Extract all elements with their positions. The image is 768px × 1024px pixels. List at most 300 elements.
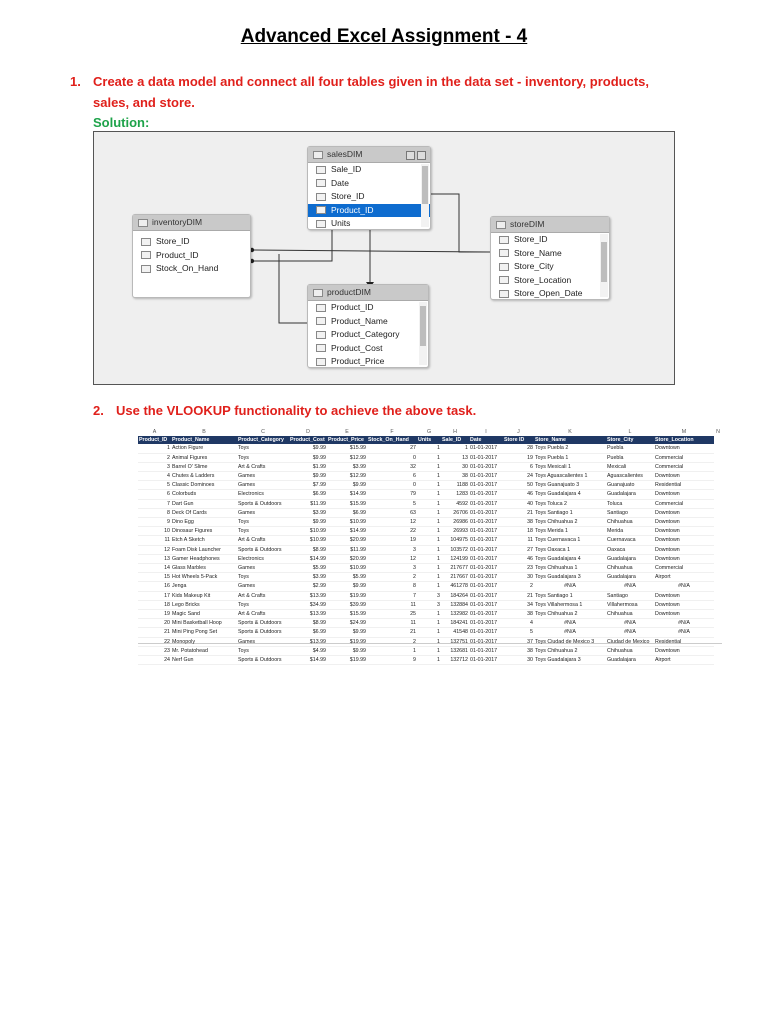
column-icon (316, 166, 326, 174)
table-icon (313, 151, 323, 159)
table-cell: Santiago (606, 591, 654, 600)
field-name: Product_ID (156, 249, 199, 260)
field-row[interactable] (133, 262, 250, 276)
field-name: Product_ID (331, 302, 374, 312)
field-row[interactable] (491, 260, 609, 274)
field-row[interactable] (308, 301, 428, 315)
table-cell: 01-01-2017 (469, 536, 503, 545)
table-header[interactable] (133, 215, 250, 231)
table-cell: 01-01-2017 (469, 656, 503, 665)
table-cell: 1 (417, 508, 441, 517)
column-header: Store_City (606, 436, 654, 444)
column-header: Store ID (503, 436, 534, 444)
table-cell: Monopoly (171, 637, 237, 646)
table-cell: $9.99 (327, 582, 367, 591)
table-cell: $12.99 (327, 453, 367, 462)
field-row[interactable] (491, 287, 609, 301)
table-cell: Puebla (606, 444, 654, 453)
table-row (138, 656, 722, 665)
table-cell: 1 (417, 490, 441, 499)
table-cell: 19 (367, 536, 417, 545)
table-cell: 132884 (441, 600, 469, 609)
table-cell: Santiago (606, 508, 654, 517)
table-cell: Mini Ping Pong Set (171, 628, 237, 637)
table-cell: 46 (503, 554, 534, 563)
table-cell: 19 (138, 610, 171, 619)
field-name: Sale_ID (331, 164, 362, 174)
table-cell: 1 (417, 582, 441, 591)
table-cell: 0 (367, 453, 417, 462)
table-cell: Sports & Outdoors (237, 545, 289, 554)
table-cell: Toys (237, 600, 289, 609)
table-cell: Art & Crafts (237, 610, 289, 619)
table-cell: Downtown (654, 545, 714, 554)
field-name: Product_Category (331, 329, 400, 339)
field-name: Product_Name (331, 315, 388, 326)
table-icon (313, 289, 323, 297)
table-cell: Toys Aguascalientes 1 (534, 472, 606, 481)
column-header: Sale_ID (441, 436, 469, 444)
column-icon (499, 263, 509, 271)
table-cell: Games (237, 582, 289, 591)
table-cell: Deck Of Cards (171, 508, 237, 517)
field-row[interactable] (308, 177, 430, 191)
table-cell: 5 (503, 628, 534, 637)
solution-label: Solution: (93, 115, 150, 130)
page-title: Advanced Excel Assignment - 4 (240, 26, 528, 47)
field-row-selected[interactable] (308, 204, 430, 218)
table-cell: $13.99 (289, 637, 327, 646)
table-cell: $3.99 (289, 573, 327, 582)
table-cell: Toys Santiago 1 (534, 508, 606, 517)
field-name: Product_Price (331, 356, 385, 366)
column-icon (141, 265, 151, 273)
table-cell: 22 (138, 637, 171, 646)
column-letter: B (202, 429, 206, 435)
table-cell: Guadalajara (606, 490, 654, 499)
table-cell: Toys Chihuahua 2 (534, 518, 606, 527)
table-cell: Dinosaur Figures (171, 527, 237, 536)
table-cell: Toys Oaxaca 1 (534, 545, 606, 554)
table-cell: Downtown (654, 472, 714, 481)
table-cell: 21 (503, 508, 534, 517)
table-cell: 1 (417, 481, 441, 490)
table-cell: $6.99 (289, 628, 327, 637)
table-cell: #N/A (534, 582, 606, 591)
table-cell: 01-01-2017 (469, 582, 503, 591)
table-cell: Chihuahua (606, 564, 654, 573)
table-cell: #N/A (654, 619, 714, 628)
table-header[interactable] (308, 285, 428, 301)
table-cell: $2.99 (289, 582, 327, 591)
table-cell: Etch A Sketch (171, 536, 237, 545)
table-cell: 01-01-2017 (469, 453, 503, 462)
table-cell: $8.99 (289, 619, 327, 628)
table-row (138, 573, 722, 582)
table-cell: Electronics (237, 490, 289, 499)
table-cell: Art & Crafts (237, 462, 289, 471)
table-cell: 01-01-2017 (469, 554, 503, 563)
spreadsheet-screenshot (138, 428, 722, 664)
table-cell: 23 (503, 564, 534, 573)
minimize-icon[interactable] (417, 151, 426, 160)
table-cell: $6.99 (327, 508, 367, 517)
table-row (138, 554, 722, 563)
table-cell: 19 (503, 453, 534, 462)
table-row (138, 637, 722, 646)
table-name: storeDIM (510, 219, 545, 229)
table-cell: $1.99 (289, 462, 327, 471)
question-1-number: 1. (70, 74, 81, 89)
table-cell: 21 (503, 591, 534, 600)
table-cell: 1 (417, 527, 441, 536)
table-cell: Toys Ciudad de Mexico 3 (534, 637, 606, 646)
column-icon (316, 317, 326, 325)
table-cell: Toys Guadalajara 4 (534, 490, 606, 499)
table-row (138, 545, 722, 554)
field-row[interactable] (491, 233, 609, 247)
table-cell: 27 (503, 545, 534, 554)
table-cell: Dino Egg (171, 518, 237, 527)
table-cell: Toys (237, 518, 289, 527)
table-cell: $7.99 (289, 481, 327, 490)
table-row (138, 472, 722, 481)
column-letter: C (261, 429, 265, 435)
field-row[interactable] (491, 247, 609, 261)
table-cell: Toys Mexicali 1 (534, 462, 606, 471)
table-cell: 11 (138, 536, 171, 545)
table-cell: Airport (654, 573, 714, 582)
table-cell: Commercial (654, 499, 714, 508)
column-letter: H (453, 429, 457, 435)
table-cell: Jenga (171, 582, 237, 591)
table-header[interactable] (491, 217, 609, 233)
table-cell: Toys (237, 444, 289, 453)
table-cell: $9.99 (289, 444, 327, 453)
table-cell: 01-01-2017 (469, 499, 503, 508)
table-cell: 79 (367, 490, 417, 499)
table-row (138, 490, 722, 499)
table-cell: 26986 (441, 518, 469, 527)
table-cell: 11 (367, 619, 417, 628)
column-icon (316, 206, 326, 214)
field-row[interactable] (308, 163, 430, 177)
field-name: Units (331, 218, 351, 228)
header-buttons (404, 150, 426, 165)
table-scrollbar[interactable] (419, 302, 427, 365)
table-cell: $19.99 (327, 637, 367, 646)
table-cell: 11 (503, 536, 534, 545)
table-cell: Downtown (654, 646, 714, 655)
table-cell: Guadalajara (606, 573, 654, 582)
table-cell: 38 (503, 610, 534, 619)
table-cell: 184264 (441, 591, 469, 600)
table-row (138, 600, 722, 609)
column-icon (499, 236, 509, 244)
table-cell: $13.99 (289, 610, 327, 619)
table-cell: 30 (503, 573, 534, 582)
column-icon (316, 220, 326, 228)
table-cell: 01-01-2017 (469, 490, 503, 499)
table-cell: 3 (417, 591, 441, 600)
column-icon (316, 179, 326, 187)
table-cell: $3.99 (327, 462, 367, 471)
table-cell: 1 (417, 619, 441, 628)
table-cell: $34.99 (289, 600, 327, 609)
table-cell: 01-01-2017 (469, 508, 503, 517)
table-cell: Chihuahua (606, 518, 654, 527)
table-cell: Foam Disk Launcher (171, 545, 237, 554)
table-cell: $20.99 (327, 554, 367, 563)
column-header: Product_Price (327, 436, 367, 444)
question-1-line-2: sales, and store. (93, 95, 195, 110)
data-model-diagram (93, 131, 675, 385)
table-scrollbar[interactable] (600, 234, 608, 297)
table-scrollbar[interactable] (421, 164, 429, 227)
table-cell: Electronics (237, 554, 289, 563)
table-cell: 01-01-2017 (469, 628, 503, 637)
table-cell: Toys (237, 527, 289, 536)
table-cell: Toys (237, 646, 289, 655)
table-name: inventoryDIM (152, 217, 203, 227)
maximize-icon[interactable] (406, 151, 415, 160)
table-row (138, 508, 722, 517)
column-header: Product_ID (138, 436, 171, 444)
table-row (138, 591, 722, 600)
table-cell: Commercial (654, 564, 714, 573)
field-name: Date (331, 177, 349, 188)
table-cell: Games (237, 637, 289, 646)
table-row (138, 453, 722, 462)
field-row[interactable] (308, 217, 430, 231)
table-cell: Downtown (654, 536, 714, 545)
table-cell: Toluca (606, 499, 654, 508)
table-cell: $9.99 (327, 481, 367, 490)
table-cell: 1188 (441, 481, 469, 490)
table-cell: Sports & Outdoors (237, 656, 289, 665)
table-cell: 24 (138, 656, 171, 665)
scroll-thumb[interactable] (422, 166, 428, 204)
field-row[interactable] (308, 315, 428, 329)
field-row[interactable] (133, 249, 250, 263)
table-cell: 30 (503, 656, 534, 665)
table-cell: 217667 (441, 573, 469, 582)
table-cell: 9 (138, 518, 171, 527)
table-cell: 50 (503, 481, 534, 490)
table-row (138, 646, 722, 655)
table-cell: 01-01-2017 (469, 600, 503, 609)
table-cell: 1 (417, 637, 441, 646)
table-cell: Downtown (654, 600, 714, 609)
table-cell: $10.99 (327, 564, 367, 573)
table-cell: 01-01-2017 (469, 527, 503, 536)
field-row[interactable] (308, 190, 430, 204)
scroll-thumb[interactable] (601, 242, 607, 282)
table-salesdim[interactable] (307, 146, 431, 230)
table-cell: Guadalajara (606, 554, 654, 563)
table-cell: 1 (417, 610, 441, 619)
table-cell: $13.99 (289, 591, 327, 600)
table-storedim[interactable] (490, 216, 610, 300)
table-cell: $9.99 (327, 646, 367, 655)
table-cell: 1 (417, 564, 441, 573)
table-cell: 46 (503, 490, 534, 499)
table-cell: 10 (138, 527, 171, 536)
table-cell: 3 (367, 545, 417, 554)
table-cell: Commercial (654, 453, 714, 462)
table-cell: $11.99 (289, 499, 327, 508)
table-cell: $10.99 (327, 518, 367, 527)
table-cell: 1 (138, 444, 171, 453)
table-inventorydim[interactable] (132, 214, 251, 298)
column-header: Store_Location (654, 436, 714, 444)
field-row[interactable] (491, 274, 609, 288)
table-cell: 18 (503, 527, 534, 536)
table-cell: $15.99 (327, 499, 367, 508)
field-row[interactable] (308, 355, 428, 369)
table-cell: 01-01-2017 (469, 619, 503, 628)
column-icon (141, 238, 151, 246)
table-cell: Residential (654, 481, 714, 490)
table-cell: 3 (417, 600, 441, 609)
table-cell: Toys Guanajuato 3 (534, 481, 606, 490)
table-cell: Downtown (654, 444, 714, 453)
field-row[interactable] (308, 342, 428, 356)
table-cell: 1 (417, 628, 441, 637)
table-cell: 01-01-2017 (469, 462, 503, 471)
table-cell: Games (237, 564, 289, 573)
scroll-thumb[interactable] (420, 306, 426, 346)
column-letter: M (681, 429, 687, 435)
table-cell: Dart Gun (171, 499, 237, 508)
table-cell: 1 (417, 545, 441, 554)
table-cell: 132982 (441, 610, 469, 619)
table-cell: Mr. Potatohead (171, 646, 237, 655)
field-name: Store_City (514, 261, 554, 271)
field-name: Store_ID (514, 234, 548, 244)
table-cell: Toys Chihuahua 2 (534, 646, 606, 655)
table-cell: Toys Puebla 1 (534, 453, 606, 462)
table-cell: Games (237, 508, 289, 517)
table-cell: 2 (503, 582, 534, 591)
table-cell: #N/A (606, 619, 654, 628)
table-cell: Toys Chihuahua 1 (534, 564, 606, 573)
column-header: Units (417, 436, 441, 444)
table-cell: Toys Guadalajara 4 (534, 554, 606, 563)
table-cell: $19.99 (327, 591, 367, 600)
header-row (138, 436, 722, 444)
table-cell: Animal Figures (171, 453, 237, 462)
table-cell: Toys Chihuahua 2 (534, 610, 606, 619)
table-cell: Mini Basketball Hoop (171, 619, 237, 628)
table-cell: 132751 (441, 637, 469, 646)
table-cell: Hot Wheels 5-Pack (171, 573, 237, 582)
question-1 (70, 71, 710, 115)
table-cell: Chutes & Ladders (171, 472, 237, 481)
table-cell: Toys Santiago 1 (534, 591, 606, 600)
table-cell: 217677 (441, 564, 469, 573)
table-cell: #N/A (534, 628, 606, 637)
table-cell: 1 (417, 536, 441, 545)
table-row (138, 564, 722, 573)
table-cell: 3 (138, 462, 171, 471)
field-row[interactable] (308, 328, 428, 342)
table-cell: 14 (138, 564, 171, 573)
table-cell: 26706 (441, 508, 469, 517)
table-cell: 34 (503, 600, 534, 609)
table-cell: 01-01-2017 (469, 646, 503, 655)
table-cell: Kids Makeup Kit (171, 591, 237, 600)
field-name: Store_Open_Date (514, 288, 583, 298)
table-icon (496, 221, 506, 229)
table-cell: 103572 (441, 545, 469, 554)
table-cell: Downtown (654, 490, 714, 499)
table-cell: 17 (138, 591, 171, 600)
table-cell: 1 (417, 573, 441, 582)
table-cell: $11.99 (327, 545, 367, 554)
table-cell: 12 (367, 518, 417, 527)
table-cell: 32 (367, 462, 417, 471)
table-cell: 01-01-2017 (469, 637, 503, 646)
table-cell: $5.99 (289, 564, 327, 573)
table-cell: $12.99 (327, 472, 367, 481)
table-cell: Toys (237, 573, 289, 582)
column-icon (316, 193, 326, 201)
table-cell: Sports & Outdoors (237, 499, 289, 508)
field-name: Product_Cost (331, 342, 383, 353)
table-cell: $4.99 (289, 646, 327, 655)
table-cell: 4 (138, 472, 171, 481)
table-cell: 1 (417, 656, 441, 665)
table-cell: 12 (138, 545, 171, 554)
table-cell: Toys Guadalajara 3 (534, 573, 606, 582)
field-row[interactable] (133, 235, 250, 249)
table-cell: 132712 (441, 656, 469, 665)
table-cell: 5 (138, 481, 171, 490)
table-cell: 8 (138, 508, 171, 517)
column-icon (316, 344, 326, 352)
table-cell: 21 (367, 628, 417, 637)
relation-line-inventory-product (279, 254, 307, 323)
table-row (138, 462, 722, 471)
table-cell: 24 (503, 472, 534, 481)
table-cell: Commercial (654, 462, 714, 471)
table-cell: Residential (654, 637, 714, 646)
column-letter: F (390, 429, 394, 435)
table-cell: Downtown (654, 591, 714, 600)
table-cell: 23 (138, 646, 171, 655)
question-2 (93, 400, 693, 422)
table-cell: 26993 (441, 527, 469, 536)
table-cell: Sports & Outdoors (237, 628, 289, 637)
table-cell: 27 (367, 444, 417, 453)
table-cell: Guadalajara (606, 656, 654, 665)
table-cell: Colorbuds (171, 490, 237, 499)
table-cell: Art & Crafts (237, 591, 289, 600)
table-cell: $14.99 (289, 554, 327, 563)
table-cell: 124199 (441, 554, 469, 563)
table-cell: 13 (138, 554, 171, 563)
table-icon (138, 219, 148, 227)
table-cell: 1 (367, 646, 417, 655)
table-productdim[interactable] (307, 284, 429, 368)
table-header[interactable] (308, 147, 430, 163)
table-cell: $9.99 (327, 628, 367, 637)
column-letter: E (345, 429, 349, 435)
table-row (138, 582, 722, 591)
table-cell: 63 (367, 508, 417, 517)
table-cell: 184241 (441, 619, 469, 628)
